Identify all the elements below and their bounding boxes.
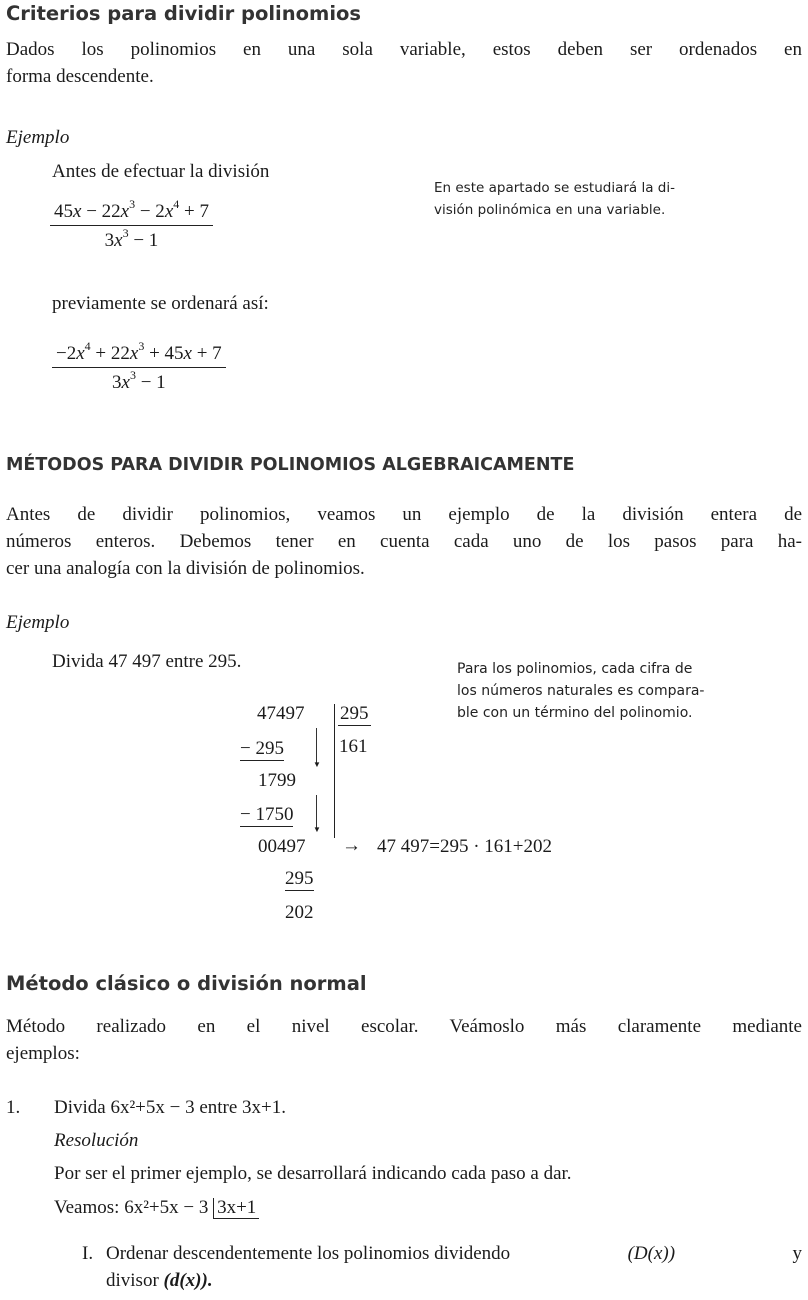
fraction-unordered-numerator: $45x - 22x^3 - 2x^4 + 7$ bbox=[54, 197, 209, 222]
fraction-unordered bbox=[50, 197, 213, 252]
section2-intro-line-3: cer una analogía con la división de polinomios. bbox=[6, 558, 365, 579]
ordered-text: previamente se ordenará así: bbox=[52, 293, 269, 314]
step-text-line-2: divisor bbox=[106, 1270, 159, 1291]
section3-intro-line-1: Método realizado en el nivel escolar. Veámoslo más claramente mediante bbox=[6, 1016, 802, 1037]
division-bracket-line bbox=[334, 704, 335, 838]
side-note-2-line-3: ble con un término del polinomio. bbox=[457, 705, 693, 721]
section2-intro-line-1: Antes de dividir polinomios, veamos un ejemplo de la división entera de bbox=[6, 504, 802, 525]
section-title-metodo-clasico: Método clásico o división normal bbox=[6, 972, 367, 995]
step-divisor-symbol: (d(x)). bbox=[163, 1270, 213, 1291]
veamos-label: Veamos: bbox=[54, 1197, 120, 1218]
step-text-line-1: Ordenar descendentemente los polinomios dividendo bbox=[106, 1243, 511, 1264]
item-divide-text: Divida 6x²+5x − 3 entre 3x+1. bbox=[54, 1097, 287, 1118]
section-title-criterios: Criterios para dividir polinomios bbox=[6, 2, 362, 25]
section3-intro-line-2: ejemplos: bbox=[6, 1043, 80, 1064]
item-number: 1. bbox=[6, 1097, 21, 1118]
fraction-ordered-denominator: $3x^3 - 1$ bbox=[112, 368, 166, 393]
side-note-1 bbox=[434, 177, 675, 221]
veamos-line bbox=[54, 1194, 259, 1221]
fraction-unordered-denominator: $3x^3 - 1$ bbox=[104, 226, 159, 251]
result-arrow-icon: → bbox=[342, 835, 361, 856]
arrow-head-icon: ▼ bbox=[313, 825, 321, 834]
example-label-2: Ejemplo bbox=[6, 612, 70, 633]
side-note-1-line-1: En este apartado se estudiará la di- bbox=[434, 180, 675, 196]
division-step-4: 00497 bbox=[258, 836, 306, 857]
intro-line-2: forma descendente. bbox=[6, 66, 154, 87]
side-note-2 bbox=[457, 658, 704, 724]
resolution-text: Por ser el primer ejemplo, se desarrollará indicando cada paso a dar. bbox=[54, 1163, 572, 1184]
division-instruction: Divida 47 497 entre 295. bbox=[52, 651, 242, 672]
division-result: 47 497=295 · 161+202 bbox=[377, 836, 553, 857]
division-step-2: 1799 bbox=[258, 770, 296, 791]
fraction-bar bbox=[50, 225, 213, 226]
division-divisor: 295 bbox=[340, 703, 369, 724]
division-step-5: 295 bbox=[285, 868, 314, 889]
example-label-1: Ejemplo bbox=[6, 127, 70, 148]
veamos-divisor: 3x+1 bbox=[213, 1198, 259, 1219]
side-note-2-line-1: Para los polinomios, cada cifra de bbox=[457, 661, 693, 677]
veamos-dividend: 6x²+5x − 3 bbox=[124, 1197, 209, 1218]
section2-intro-line-2: números enteros. Debemos tener en cuenta cada uno de los pasos para ha- bbox=[6, 531, 802, 552]
division-remainder: 202 bbox=[285, 902, 314, 923]
step-roman: I. bbox=[82, 1243, 94, 1264]
side-note-2-line-2: los números naturales es compara- bbox=[457, 683, 705, 699]
division-step-1: − 295 bbox=[240, 738, 284, 759]
fraction-ordered bbox=[52, 339, 226, 394]
resolution-label: Resolución bbox=[54, 1130, 139, 1151]
fraction-bar bbox=[52, 367, 226, 368]
step-dividend-symbol: (D(x)) bbox=[627, 1243, 676, 1264]
intro-line-1: Dados los polinomios en una sola variable, estos deben ser ordenados en bbox=[6, 39, 802, 60]
step-y: y bbox=[792, 1243, 802, 1264]
division-step-3: − 1750 bbox=[240, 804, 294, 825]
division-dividend: 47497 bbox=[257, 703, 305, 724]
side-note-1-line-2: visión polinómica en una variable. bbox=[434, 202, 666, 218]
division-quotient: 161 bbox=[339, 736, 368, 757]
arrow-head-icon: ▼ bbox=[313, 760, 321, 769]
section-title-metodos: MÉTODOS PARA DIVIDIR POLINOMIOS ALGEBRAICAMENTE bbox=[6, 455, 575, 475]
bring-down-arrow-2 bbox=[316, 795, 317, 829]
step-line-1 bbox=[106, 1240, 802, 1267]
fraction-ordered-numerator: $-2x^4 + 22x^3 + 45x + 7$ bbox=[56, 339, 222, 364]
before-division-text: Antes de efectuar la división bbox=[52, 161, 270, 182]
step-line-2 bbox=[106, 1267, 213, 1294]
bring-down-arrow-1 bbox=[316, 728, 317, 764]
